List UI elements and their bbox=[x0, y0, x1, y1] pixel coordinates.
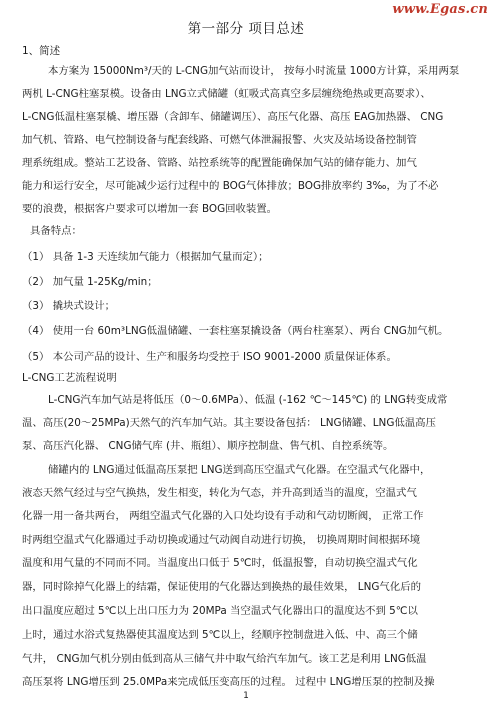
paragraph-line: 器，同时除掉气化器上的结霜，保证使用的气化器达到换热的最佳效果， LNG气化后的 bbox=[22, 581, 421, 593]
paragraph-line: 化器一用一备共两台， 两组空温式气化器的入口处均设有手动和气动切断阀， 正常工作 bbox=[22, 510, 424, 522]
paragraph-line: 高压泵将 LNG增压到 25.0MPa来完成低压变高压的过程。 过程中 LNG增压泵的控制及操 bbox=[22, 676, 435, 688]
watermark: www.Egas.cn bbox=[392, 2, 488, 17]
paragraph-line: 能力和运行安全，尽可能减少运行过程中的 BOG气体排放；BOG排放率约 3‰，为了不必 bbox=[22, 180, 439, 192]
list-item: （1） 具备 1-3 天连续加气能力（根据加气量而定）； bbox=[22, 251, 269, 263]
paragraph-line: 要的浪费，根据客户要求可以增加一套 BOG回收装置。 bbox=[22, 203, 278, 215]
paragraph-line: L-CNG低温柱塞泵橇、增压器（含卸车、储罐调压）、高压气化器、高压 EAG加热器、 CNG bbox=[22, 111, 444, 123]
list-item: （2） 加气量 1-25Kg/min； bbox=[22, 276, 158, 288]
features-heading: 具备特点： bbox=[30, 225, 82, 237]
paragraph-line: 温、高压(20～25MPa)天然气的汽车加气站。其主要设备包括： LNG储罐、LNG低温高压 bbox=[22, 417, 436, 429]
paragraph-line: 两机 L-CNG柱塞泵模。设备由 LNG立式储罐（虹吸式高真空多层缠绕绝热或更高要求）、 bbox=[22, 88, 431, 100]
page-number: 1 bbox=[243, 691, 249, 701]
paragraph-line: 理系统组成。整站工艺设备、管路、站控系统等的配置能确保加气站的储存能力、加气 bbox=[22, 157, 417, 169]
paragraph-line: 储罐内的 LNG通过低温高压泵把 LNG送到高压空温式气化器。在空温式气化器中， bbox=[48, 464, 431, 476]
list-item: （3） 撬块式设计； bbox=[22, 300, 116, 312]
section-heading-overview: 1、简述 bbox=[22, 45, 61, 57]
paragraph-line: 加气机、管路、电气控制设备与配套线路、可燃气体泄漏报警、火灾及站场设备控制管 bbox=[22, 134, 417, 146]
paragraph-line: 出口温度应超过 5℃以上出口压力为 20MPa 当空温式气化器出口的温度达不到 5℃以 bbox=[22, 605, 418, 617]
paragraph-line: 上时，通过水浴式复热器使其温度达到 5℃以上，经顺序控制盘进入低、中、高三个储 bbox=[22, 629, 418, 641]
list-item: （5） 本公司产品的设计、生产和服务均受控于 ISO 9001-2000 质量保证体系。 bbox=[22, 351, 397, 363]
paragraph-line: 温度和用气量的不同而不同。当温度出口低于 5℃时，低温报警，自动切换空温式气化 bbox=[22, 557, 418, 569]
paragraph-line: 液态天然气经过与空气换热，发生相变，转化为气态，并升高到适当的温度，空温式气 bbox=[22, 487, 417, 499]
process-heading: L-CNG工艺流程说明 bbox=[22, 372, 117, 384]
paragraph-line: 泵、高压汽化器、 CNG储气库 (井、瓶组）、顺序控制盘、售气机、自控系统等。 bbox=[22, 440, 394, 452]
list-item: （4） 使用一台 60m³LNG低温储罐、一套柱塞泵撬设备（两台柱塞泵）、两台 CNG加气机。 bbox=[22, 325, 449, 337]
paragraph-line: 本方案为 15000Nm³/天的 L-CNG加气站而设计， 按每小时流量 1000方计算，采用两泵 bbox=[48, 65, 460, 77]
paragraph-line: 气井， CNG加气机分别由低到高从三储气井中取气给汽车加气。该工艺是利用 LNG低温 bbox=[22, 653, 427, 665]
paragraph-line: L-CNG汽车加气站是将低压（0～0.6MPa）、低温 (-162 ℃～145℃) 的 LNG转变成常 bbox=[48, 394, 448, 406]
paragraph-line: 时两组空温式气化器通过手动切换或通过气动阀自动进行切换， 切换周期时间根据环境 bbox=[22, 534, 421, 546]
page-title: 第一部分 项目总述 bbox=[187, 21, 305, 37]
